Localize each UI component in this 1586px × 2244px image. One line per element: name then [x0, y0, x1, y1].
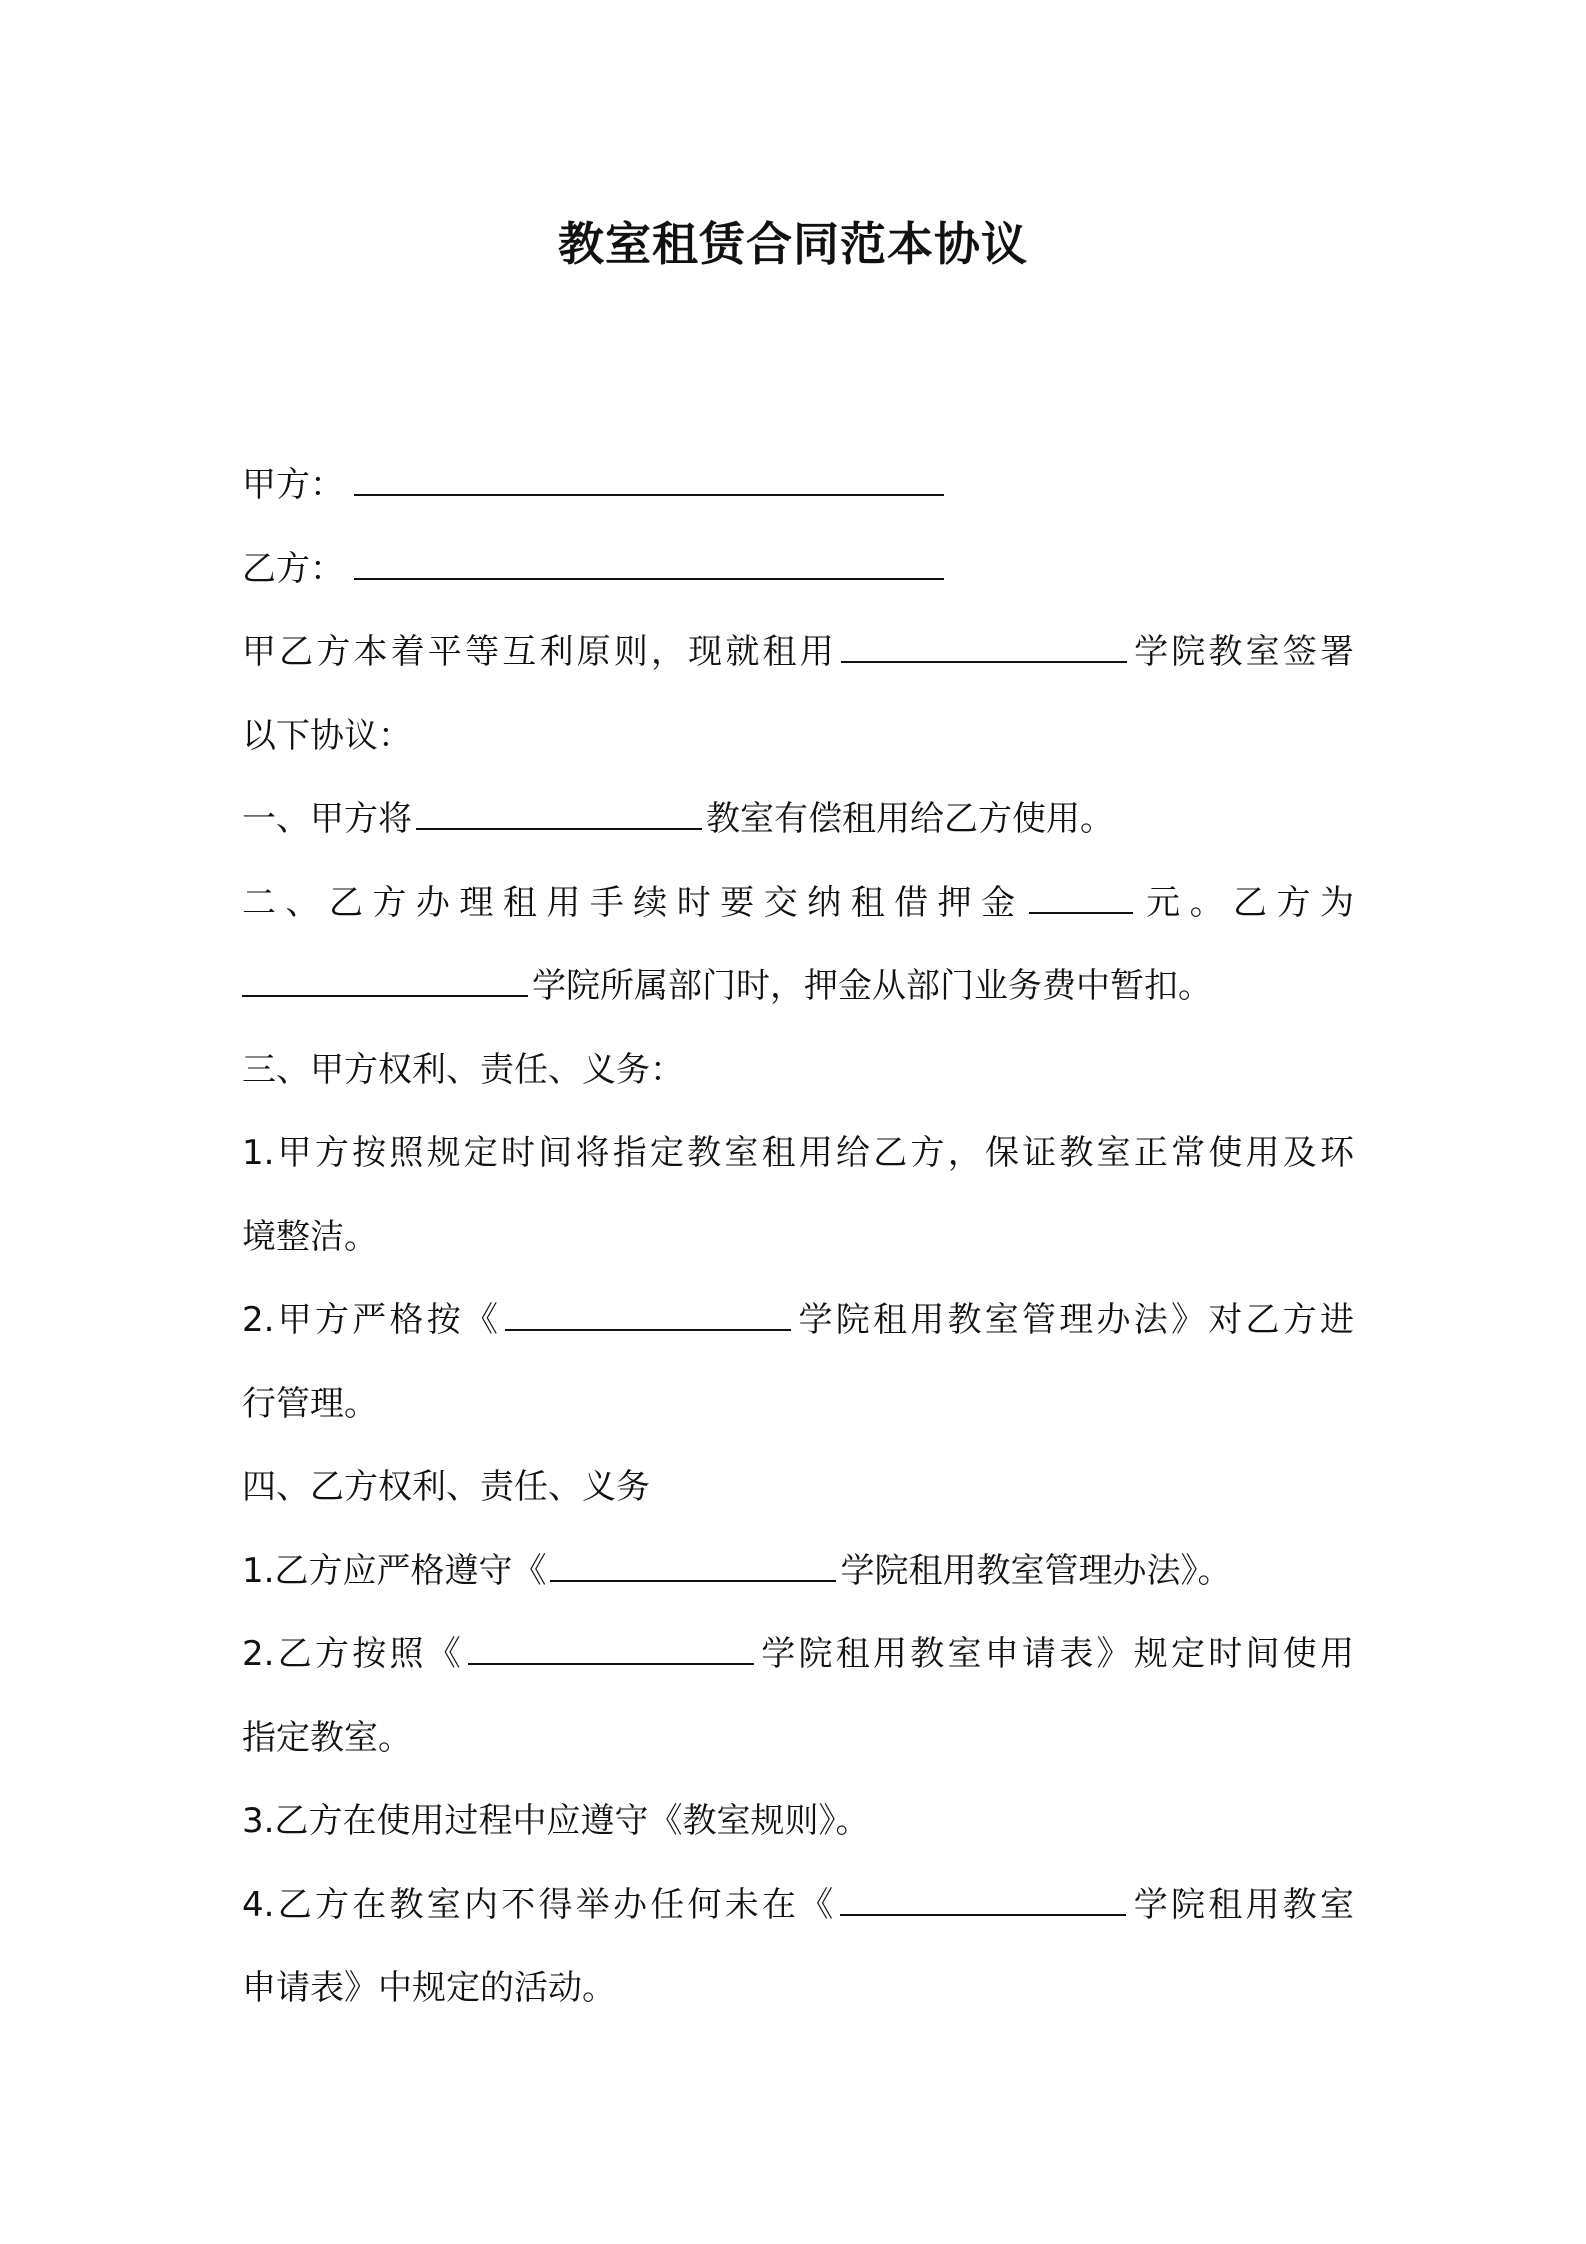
contract-body	[242, 611, 1354, 2031]
section-4-item-2-text-a: 2.乙方按照《	[242, 1634, 464, 1674]
section-3-item-2-line-2	[242, 1363, 1354, 1447]
section-4-heading	[242, 1446, 1354, 1530]
section-4-item-2-line-2	[242, 1697, 1354, 1781]
section-3-item-1-line-2	[242, 1196, 1354, 1280]
clause-2-text-b: 元。乙方为	[1136, 882, 1354, 923]
clause-1	[242, 778, 1354, 862]
section-4-item-2-line-1	[242, 1613, 1354, 1697]
section-4-heading-text: 四、乙方权利、责任、义务	[242, 1467, 650, 1507]
clause-1-text-b: 教室有偿租用给乙方使用。	[706, 799, 1114, 839]
section-4-item-2-text-b: 学院租用教室申请表》规定时间使用	[757, 1634, 1354, 1674]
section-3-heading-text: 三、甲方权利、责任、义务：	[242, 1049, 684, 1090]
section-3-item-1-text-b: 境整洁。	[242, 1216, 378, 1257]
section-4-item-3-text: 3.乙方在使用过程中应遵守《教室规则》。	[242, 1801, 870, 1841]
party-a-line	[242, 444, 1354, 528]
preamble-line-1	[242, 611, 1354, 695]
section-4-item-2-text-c: 指定教室。	[242, 1717, 412, 1758]
section-4-item-3	[242, 1780, 1354, 1864]
clause-2-text-a: 二、乙方办理租用手续时要交纳租借押金	[242, 882, 1025, 923]
section-3-item-1-text-a: 1.甲方按照规定时间将指定教室租用给乙方，保证教室正常使用及环	[242, 1133, 1354, 1173]
section-3-item-1-line-1	[242, 1112, 1354, 1196]
preamble-text-3: 以下协议：	[242, 715, 412, 756]
college-blank	[841, 635, 1127, 663]
party-b-blank	[354, 552, 944, 580]
preamble-text-2: 学院教室签署	[1130, 632, 1354, 672]
application-blank-1	[468, 1637, 754, 1665]
section-4-item-1-text-a: 1.乙方应严格遵守《	[242, 1550, 547, 1591]
classroom-blank	[416, 802, 702, 830]
section-4-item-1-text-b: 学院租用教室管理办法》。	[840, 1550, 1232, 1591]
party-b-label: 乙方：	[242, 548, 344, 589]
application-blank-2	[840, 1888, 1126, 1916]
section-3-item-2-text-a: 2.甲方严格按《	[242, 1300, 502, 1340]
deposit-blank	[1029, 886, 1133, 914]
department-blank	[242, 969, 528, 997]
section-3-item-2-text-c: 行管理。	[242, 1383, 378, 1424]
clause-2-text-c: 学院所属部门时，押金从部门业务费中暂扣。	[532, 966, 1212, 1006]
regulation-blank-2	[550, 1554, 836, 1582]
section-4-item-4-line-2	[242, 1947, 1354, 2031]
section-3-heading	[242, 1029, 1354, 1113]
section-4-item-1	[242, 1530, 1354, 1614]
preamble-text-1: 甲乙方本着平等互利原则，现就租用	[242, 632, 837, 672]
clause-2-line-1	[242, 862, 1354, 946]
section-4-item-4-text-a: 4.乙方在教室内不得举办任何未在《	[242, 1884, 837, 1925]
section-4-item-4-text-c: 申请表》中规定的活动。	[242, 1968, 616, 2008]
party-b-line	[242, 528, 1354, 612]
document-title: 教室租赁合同范本协议	[558, 217, 1028, 271]
section-4-item-4-line-1	[242, 1864, 1354, 1948]
section-3-item-2-text-b: 学院租用教室管理办法》对乙方进	[795, 1300, 1354, 1340]
preamble-line-2	[242, 695, 1354, 779]
section-4-item-4-text-b: 学院租用教室	[1130, 1884, 1354, 1925]
party-section	[242, 444, 1354, 611]
party-a-blank	[354, 468, 944, 496]
party-a-label: 甲方：	[242, 465, 344, 505]
regulation-blank-1	[505, 1303, 791, 1331]
section-3-item-2-line-1	[242, 1279, 1354, 1363]
clause-2-line-2	[242, 945, 1354, 1029]
clause-1-text-a: 一、甲方将	[242, 799, 412, 839]
